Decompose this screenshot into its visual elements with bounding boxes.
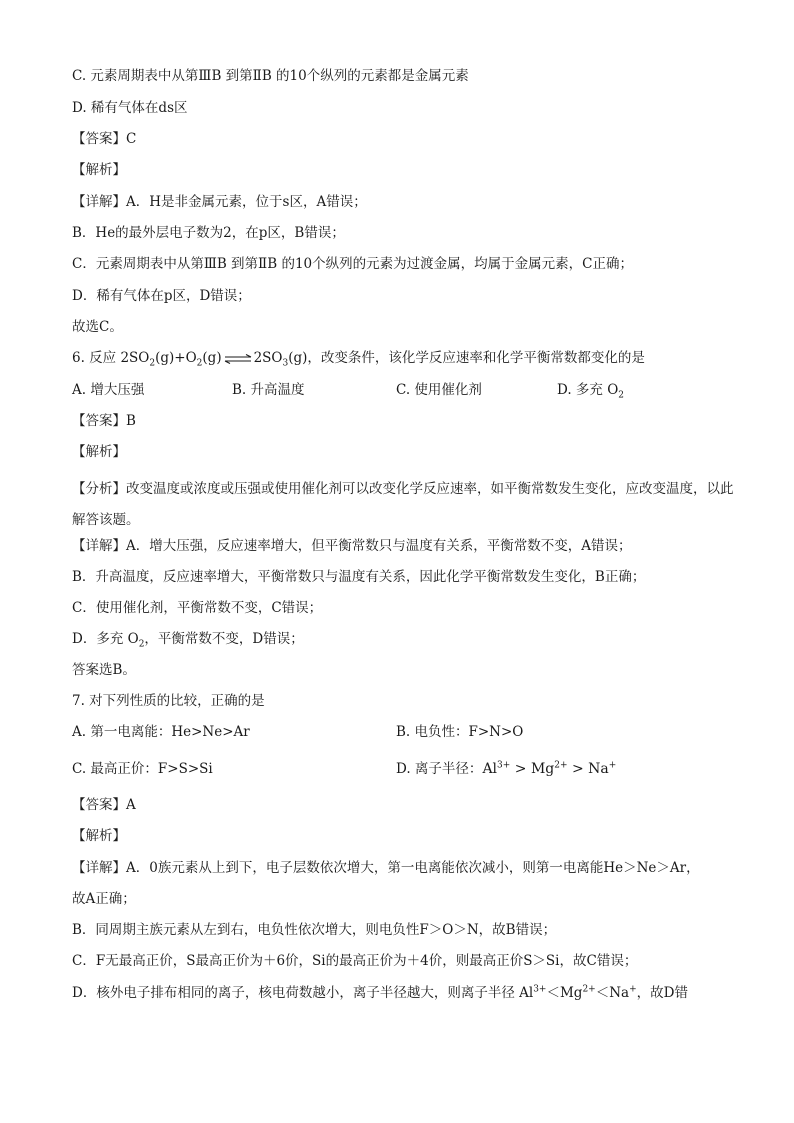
q6-option-c: C. 使用催化剂 [396, 382, 482, 398]
q6-option-b: B. 升高温度 [232, 382, 305, 398]
q6-option-d: D. 多充 $O_2$ [557, 382, 625, 401]
q7-detail-a-line2: 故A正确； [72, 891, 136, 907]
q6-fenxi: 【分析】改变温度或浓度或压强或使用催化剂可以改变化学反应速率，如平衡常数发生变化，应改变温度，以此解答该题。 [72, 481, 734, 528]
q6-detail-a: 【详解】A．增大压强，反应速率增大，但平衡常数只与温度有关系，平衡常数不变，A错误； [72, 538, 632, 554]
q5-detail-b: B．He的最外层电子数为2，在p区，B错误； [72, 225, 345, 241]
q5-analysis-heading: 【解析】 [72, 162, 126, 178]
q5-detail-a: 【详解】A．H是非金属元素，位于s区，A错误； [72, 194, 367, 210]
q6-detail-c: C．使用催化剂，平衡常数不变，C错误； [72, 600, 323, 616]
q5-conclusion: 故选C。 [72, 319, 123, 335]
q5-detail-c: C．元素周期表中从第ⅢB 到第ⅡB 的10个纵列的元素为过渡金属，均属于金属元素，C正确； [72, 256, 633, 272]
q6-conclusion: 答案选B。 [72, 662, 136, 678]
q7-detail-b: B．同周期主族元素从左到右，电负性依次增大，则电负性F＞O＞N，故B错误； [72, 922, 557, 938]
q6-analysis-heading: 【解析】 [72, 444, 126, 460]
q5-answer: 【答案】C [72, 131, 137, 147]
q6-option-a: A. 增大压强 [72, 382, 145, 398]
q6-answer: 【答案】B [72, 413, 136, 429]
q7-option-d: D. 离子半径：$Al^{3+} > Mg^{2+} > Na^+$ [396, 760, 617, 777]
q7-detail-a-line1: 【详解】A．0族元素从上到下，电子层数依次增大，第一电离能依次减小，则第一电离能He＞Ne＞Ar， [72, 860, 700, 876]
equilibrium-arrow-icon [224, 354, 252, 364]
q6-detail-b: B．升高温度，反应速率增大，平衡常数只与温度有关系，因此化学平衡常数发生变化，B正确； [72, 569, 646, 585]
q6-stem: 6. 反应 $2SO_2(g)+O_2(g)$ $2SO_3(g)$，改变条件，该化学反应速率和化学平衡常数都变化的是 [72, 350, 645, 369]
q5-option-c: C. 元素周期表中从第ⅢB 到第ⅡB 的10个纵列的元素都是金属元素 [72, 68, 469, 84]
q5-option-d: D. 稀有气体在ds区 [72, 100, 188, 116]
q7-option-c: C. 最高正价：F>S>Si [72, 761, 213, 777]
q7-option-a: A. 第一电离能：He>Ne>Ar [72, 724, 250, 740]
q6-detail-d: D．多充 $O_2$，平衡常数不变，D错误； [72, 631, 304, 650]
q7-analysis-heading: 【解析】 [72, 828, 126, 844]
q7-stem: 7. 对下列性质的比较，正确的是 [72, 693, 265, 709]
q7-answer: 【答案】A [72, 797, 136, 813]
q7-option-b: B. 电负性：F>N>O [396, 724, 524, 740]
q7-detail-c: C．F无最高正价，S最高正价为＋6价，Si的最高正价为＋4价，则最高正价S＞Si，故C错误； [72, 953, 638, 969]
q7-detail-d: D．核外电子排布相同的离子，核电荷数越小，离子半径越大，则离子半径 $Al^{3+}<Mg^{2+}<Na^+$，故D错 [72, 984, 688, 1001]
q5-detail-d: D．稀有气体在p区，D错误； [72, 288, 251, 304]
